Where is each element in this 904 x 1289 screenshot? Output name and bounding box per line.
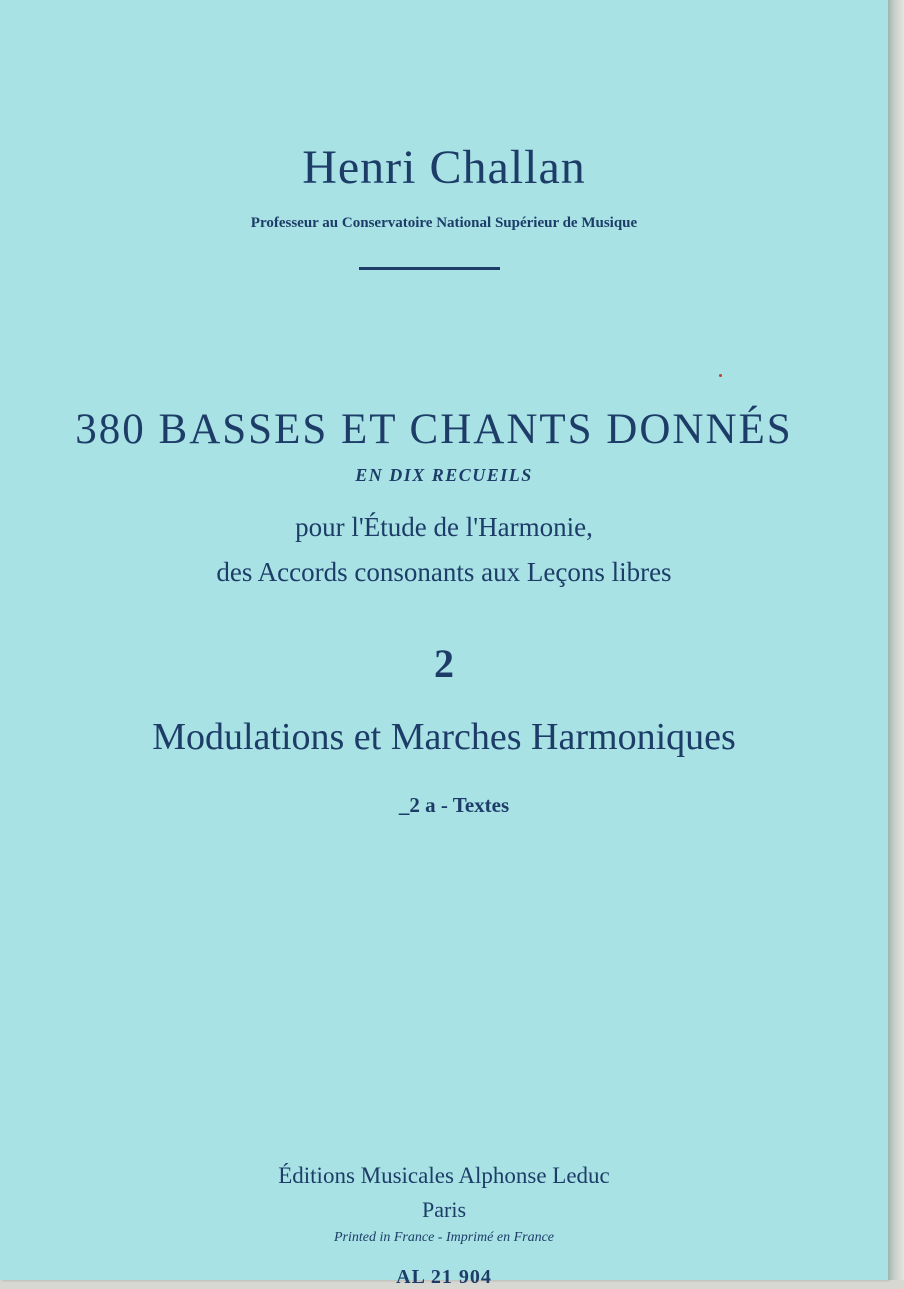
printed-note: Printed in France - Imprimé en France (333, 1230, 555, 1245)
author-affiliation: Professeur au Conservatoire National Supérieur de Musique (250, 215, 638, 231)
publisher-city: Paris (422, 1197, 466, 1222)
volume-number: 2 (434, 641, 454, 686)
paper-speck (719, 374, 722, 377)
catalog-number: AL 21 904 (396, 1266, 492, 1288)
part-label: _2 a - Textes (398, 793, 510, 817)
divider-rule (359, 267, 500, 270)
page-edge (888, 0, 904, 1280)
author-name: Henri Challan (302, 141, 586, 194)
book-title: 380 BASSES ET CHANTS DONNÉS (75, 406, 793, 453)
purpose-line-1: pour l'Étude de l'Harmonie, (295, 512, 593, 542)
publisher-name: Éditions Musicales Alphonse Leduc (278, 1163, 610, 1188)
purpose-line-2: des Accords consonants aux Leçons libres (216, 557, 672, 587)
volume-title: Modulations et Marches Harmoniques (152, 716, 736, 758)
book-subtitle: EN DIX RECUEILS (355, 465, 533, 485)
